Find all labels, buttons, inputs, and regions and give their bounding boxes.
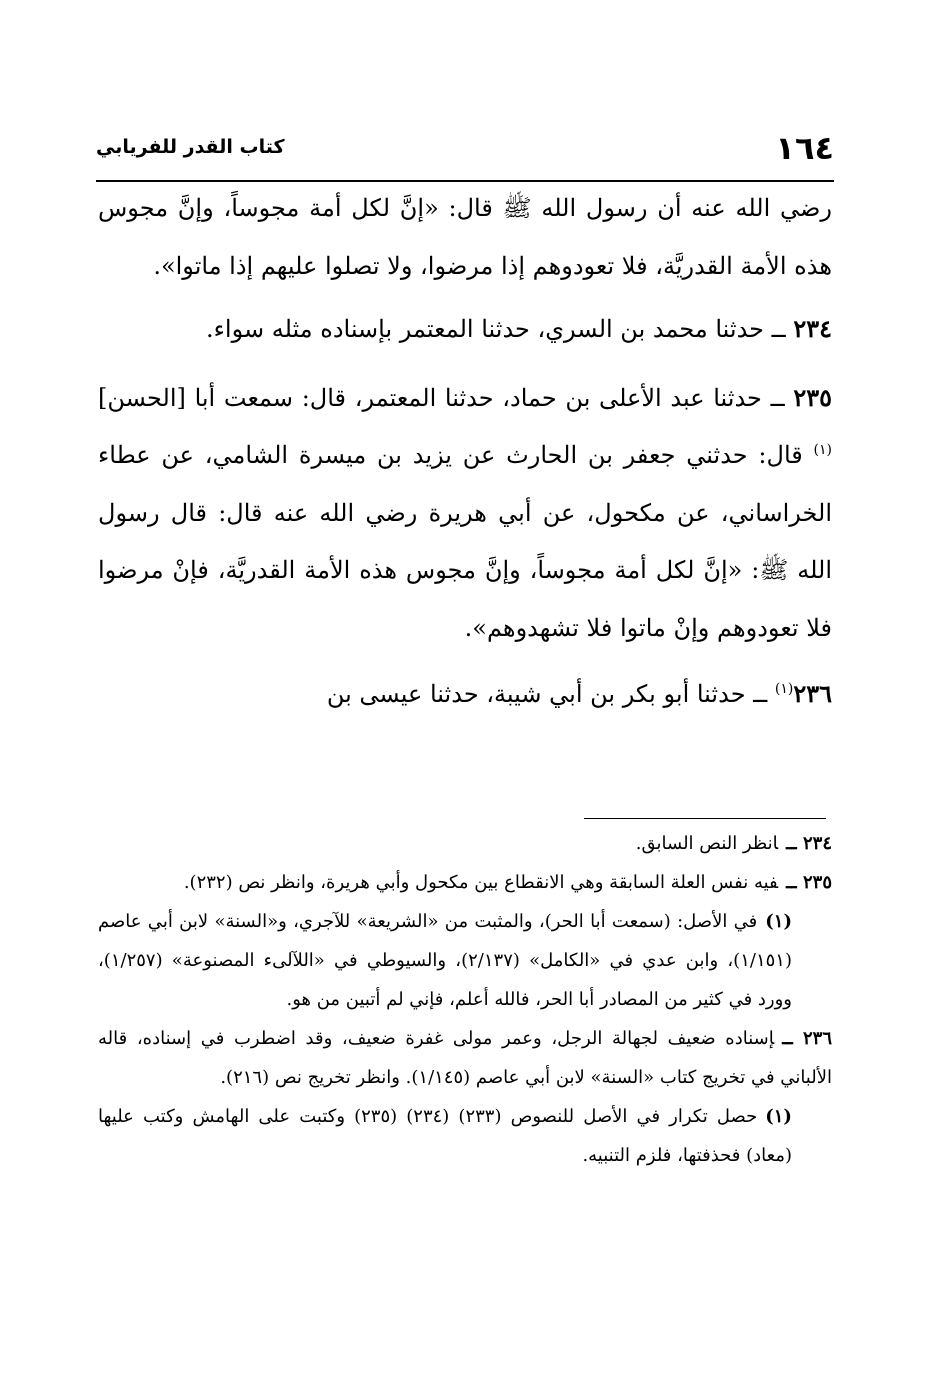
footnotes <box>98 824 832 1175</box>
footnote-235-1 <box>98 902 832 1019</box>
page-number: ١٦٤ <box>775 129 834 167</box>
footnote-236-1 <box>98 1097 832 1175</box>
hadith-text: ــ حدثنا عبد الأعلى بن حماد، حدثنا المعتمر، قال: سمعت أبا [الحسن] <box>98 383 785 412</box>
footnote-label: ٢٣٥ ــ <box>786 872 832 893</box>
page-header <box>96 128 834 180</box>
paragraph-hadith-235 <box>98 369 832 658</box>
hadith-text: ــ حدثنا أبو بكر بن أبي شيبة، حدثنا عيسى بن <box>326 680 775 708</box>
footnote-label: ٢٣٦ ــ <box>782 1028 832 1049</box>
footnote-text: حصل تكرار في الأصل للنصوص (٢٣٣) (٢٣٤) (٢٣٥) وكتبت على الهامش وكتب عليها (معاد) فحذفتها، فلزم التنبيه. <box>98 1106 792 1166</box>
footnote-label: ٢٣٤ ــ <box>786 833 832 854</box>
footnote-text: في الأصل: (سمعت أبا الحر)، والمثبت من «الشريعة» للآجري، و«السنة» لابن أبي عاصم (١/١٥١)، وابن عدي في «الكامل» (٢/١٣٧)، والسيوطي في «اللآلىء المصنوعة» (١/٢٥٧)، وورد في كثير من المصادر أبا الحر، فالله أعلم، فإني لم أتبين من هو. <box>98 911 792 1010</box>
paragraph-hadith-236 <box>98 665 832 724</box>
running-title: كتاب القدر للفريابي <box>96 136 285 158</box>
hadith-number: ٢٣٥ <box>793 382 832 412</box>
hadith-number: ٢٣٦ <box>793 679 832 708</box>
footnote-label: (١) <box>765 911 792 932</box>
hadith-text: ــ حدثنا محمد بن السري، حدثنا المعتمر بإسناده مثله سواء. <box>205 315 786 343</box>
footnote-label: (١) <box>765 1106 792 1127</box>
footnote-235 <box>98 863 832 902</box>
paragraph-hadith-234 <box>98 300 832 359</box>
footnote-text: فيه نفس العلة السابقة وهي الانقطاع بين مكحول وأبي هريرة، وانظر نص (٢٣٢). <box>183 872 779 893</box>
footnote-text: انظر النص السابق. <box>635 833 779 854</box>
hadith-number: ٢٣٤ <box>793 314 832 343</box>
hadith-text: قال: حدثني جعفر بن الحارث عن يزيد بن ميسرة الشامي، عن عطاء الخراساني، عن مكحول، عن أبي هريرة رضي الله عنه قال: قال رسول الله ﷺ: «إنَّ لكل أمة مجوساً، وإنَّ مجوس هذه الأمة القدريَّة، فإنْ مرضوا فلا تعودوهم وإنْ ماتوا فلا تشهدوهم». <box>98 441 832 642</box>
footnote-separator <box>584 818 826 819</box>
footnote-234 <box>98 824 832 863</box>
footnote-text: إسناده ضعيف لجهالة الرجل، وعمر مولى غفرة ضعيف، وقد اضطرب في إسناده، قاله الألباني في تخريج كتاب «السنة» لابن أبي عاصم (١/١٤٥). وانظر تخريج نص (٢١٦). <box>98 1028 832 1088</box>
footnote-marker: (١) <box>813 442 832 458</box>
paragraph-hadith-233-end: رضي الله عنه أن رسول الله ﷺ قال: «إنَّ لكل أمة مجوساً، وإنَّ مجوس هذه الأمة القدريَّة، فلا تعودوهم إذا مرضوا، ولا تصلوا عليهم إذا ماتوا». <box>98 194 832 280</box>
footnote-marker: (١) <box>774 681 794 697</box>
footnote-236 <box>98 1019 832 1097</box>
main-text <box>98 180 832 724</box>
